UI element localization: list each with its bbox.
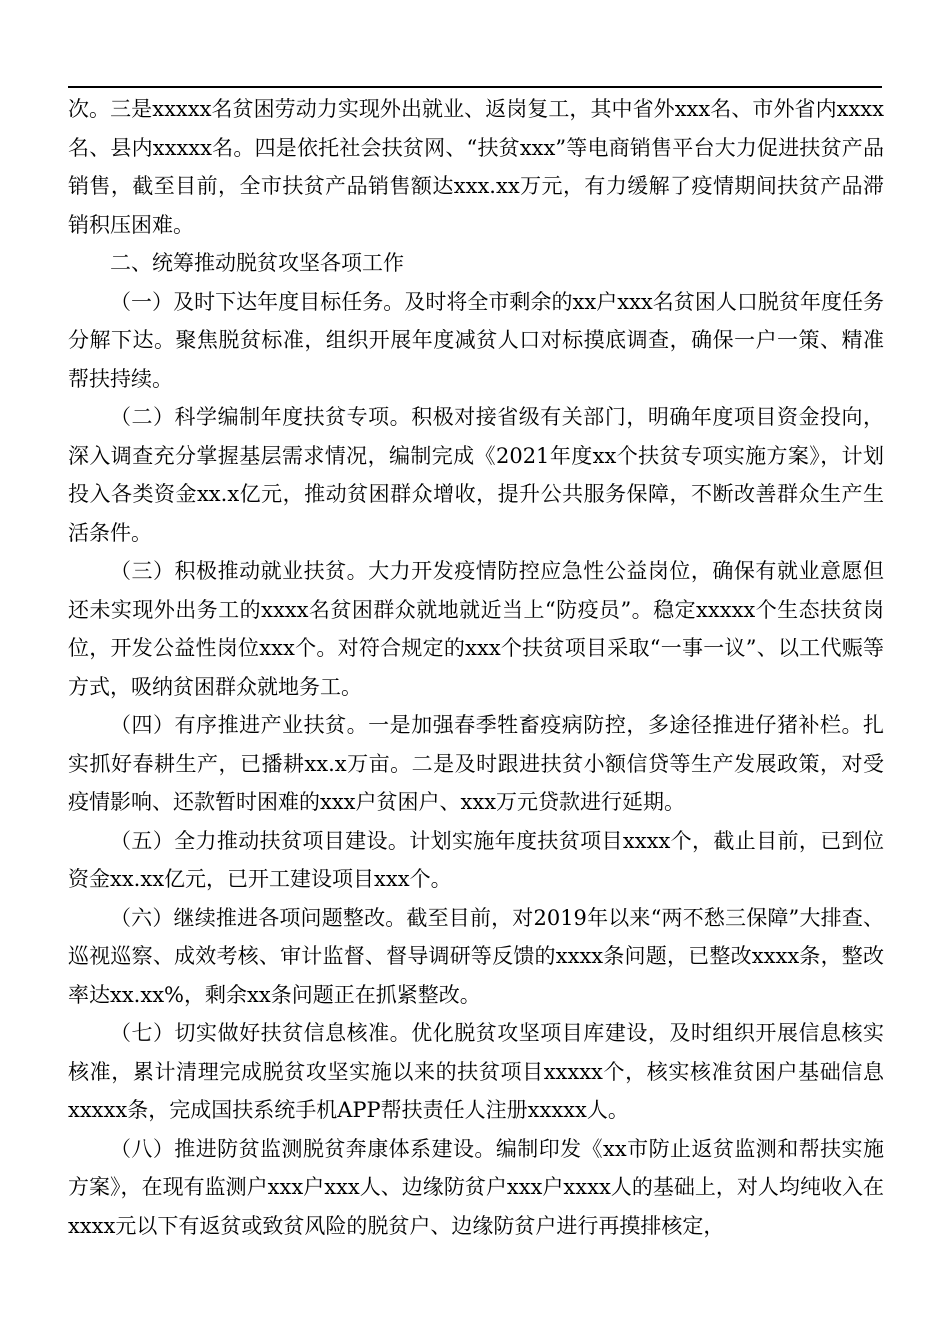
section-heading: 二、统筹推动脱贫攻坚各项工作 <box>110 251 404 275</box>
paragraph-item-1: （一）及时下达年度目标任务。及时将全市剩余的xx户xxx名贫困人口脱贫年度任务分解下达。聚焦脱贫标准，组织开展年度减贫人口对标摸底调查，确保一户一策、精准帮扶持续。 <box>68 289 884 391</box>
paragraph-item-7: （七）切实做好扶贫信息核准。优化脱贫攻坚项目库建设，及时组织开展信息核实核准，累计清理完成脱贫攻坚实施以来的扶贫项目xxxxx个，核实核准贫困户基础信息xxxxx条，完成国扶系统手机APP帮扶责任人注册xxxxx人。 <box>68 1021 884 1122</box>
paragraph-item-5: （五）全力推动扶贫项目建设。计划实施年度扶贫项目xxxx个，截止目前，已到位资金xx.xx亿元，已开工建设项目xxx个。 <box>68 828 884 891</box>
document-body <box>68 90 884 1245</box>
paragraph-item-2: （二）科学编制年度扶贫专项。积极对接省级有关部门，明确年度项目资金投向，深入调查充分掌握基层需求情况，编制完成《2021年度xx个扶贫专项实施方案》，计划投入各类资金xx.x亿元，推动贫困群众增收，提升公共服务保障，不断改善群众生产生活条件。 <box>68 405 884 545</box>
paragraph-item-8: （八）推进防贫监测脱贫奔康体系建设。编制印发《xx市防止返贫监测和帮扶实施方案》，在现有监测户xxx户xxx人、边缘防贫户xxx户xxxx人的基础上，对人均纯收入在xxxx元以下有返贫或致贫风险的脱贫户、边缘防贫户进行再摸排核定， <box>68 1136 884 1238</box>
paragraph-item-6: （六）继续推进各项问题整改。截至目前，对2019年以来“两不愁三保障”大排查、巡视巡察、成效考核、审计监督、督导调研等反馈的xxxx条问题，已整改xxxx条，整改率达xx.xx%，剩余xx条问题正在抓紧整改。 <box>68 905 884 1007</box>
paragraph-item-3: （三）积极推动就业扶贫。大力开发疫情防控应急性公益岗位，确保有就业意愿但还未实现外出务工的xxxx名贫困群众就地就近当上“防疫员”。稳定xxxxx个生态扶贫岗位，开发公益性岗位xxx个。对符合规定的xxx个扶贫项目采取“一事一议”、以工代赈等方式，吸纳贫困群众就地务工。 <box>68 559 884 699</box>
header-rule <box>68 86 882 88</box>
paragraph-continuation: 次。三是xxxxx名贫困劳动力实现外出就业、返岗复工，其中省外xxx名、市外省内xxxx名、县内xxxxx名。四是依托社会扶贫网、“扶贫xxx”等电商销售平台大力促进扶贫产品销售，截至目前，全市扶贫产品销售额达xxx.xx万元，有力缓解了疫情期间扶贫产品滞销积压困难。 <box>68 97 884 237</box>
paragraph-item-4: （四）有序推进产业扶贫。一是加强春季牲畜疫病防控，多途径推进仔猪补栏。扎实抓好春耕生产，已播耕xx.x万亩。二是及时跟进扶贫小额信贷等生产发展政策，对受疫情影响、还款暂时困难的xxx户贫困户、xxx万元贷款进行延期。 <box>68 713 884 814</box>
